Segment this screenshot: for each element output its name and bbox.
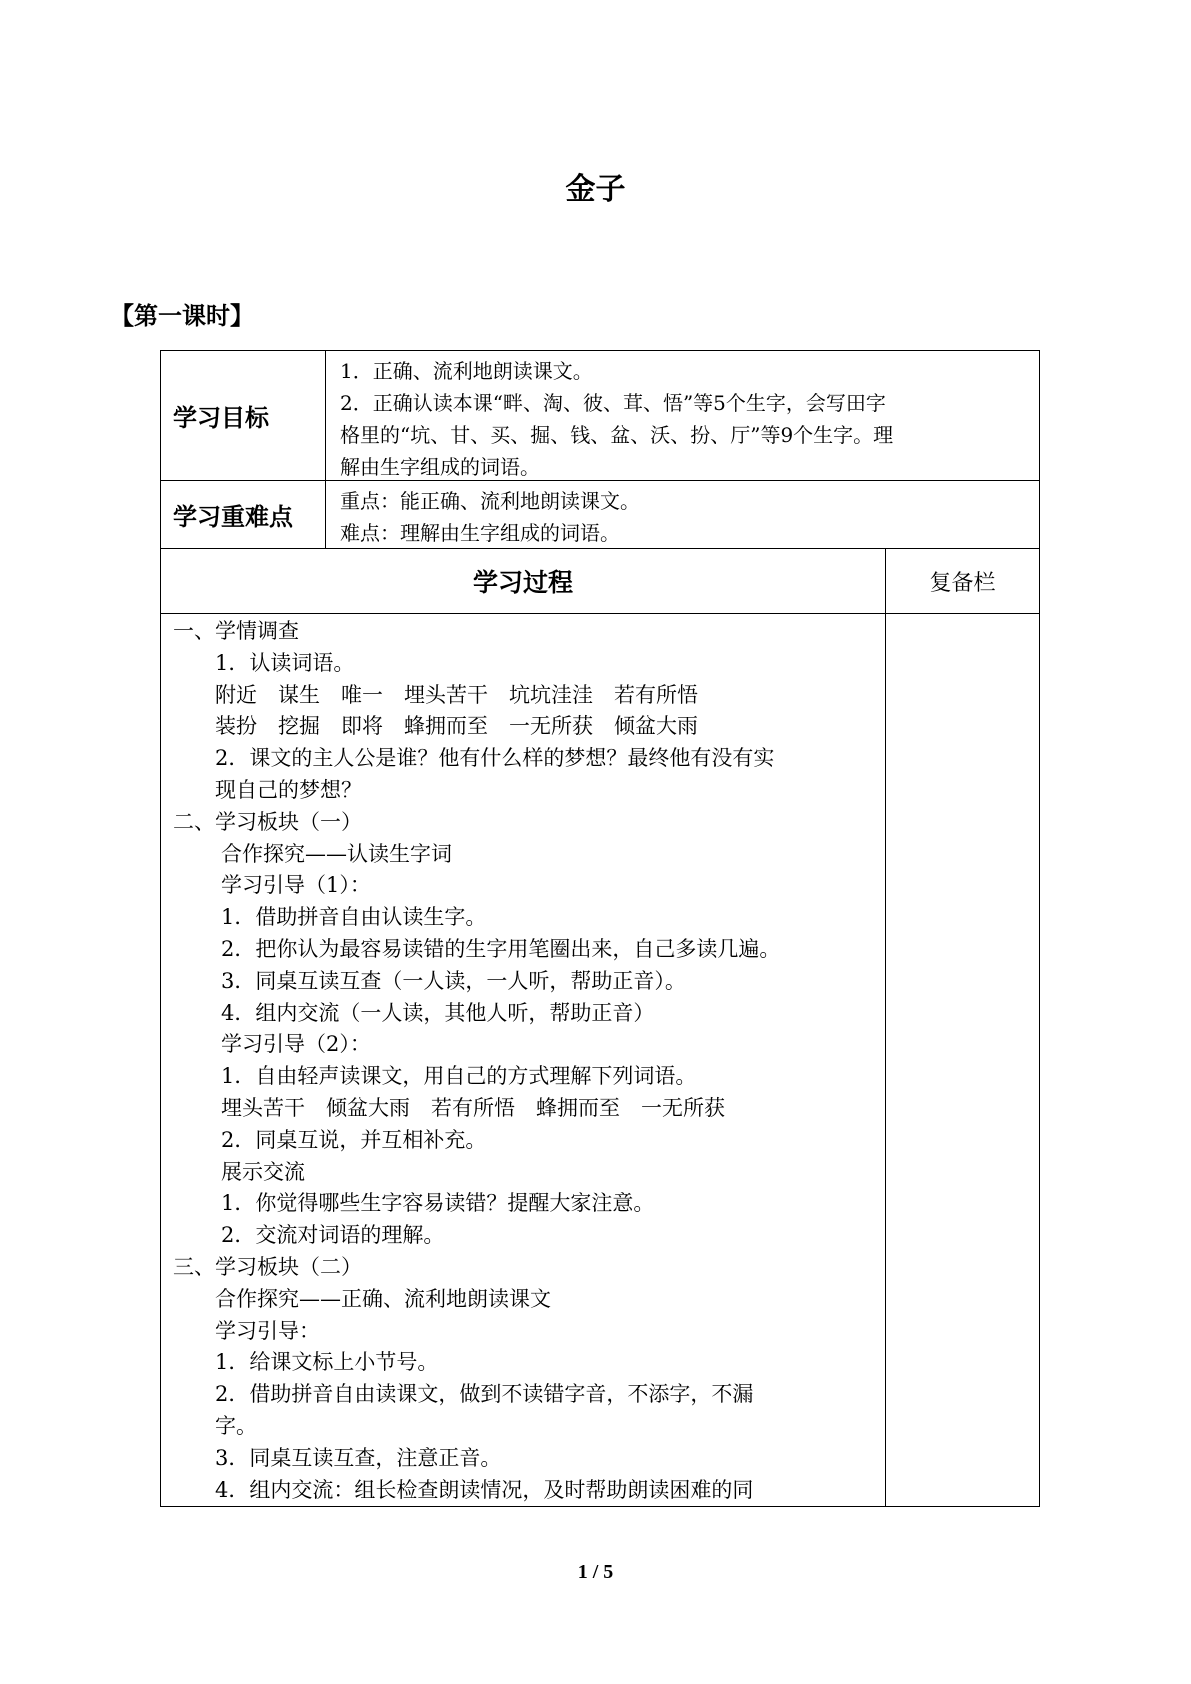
- process-line: 1．认读词语。: [215, 650, 355, 675]
- process-line: 1．自由轻声读课文，用自己的方式理解下列词语。: [221, 1064, 697, 1089]
- objective-line: 1．正确、流利地朗读课文。: [340, 359, 593, 383]
- process-line: 埋头苦干 倾盆大雨 若有所悟 蜂拥而至 一无所获: [221, 1095, 725, 1120]
- key-points-content: [326, 481, 1039, 548]
- process-line: 2．借助拼音自由读课文，做到不读错字音，不添字，不漏: [215, 1382, 754, 1407]
- process-line: 2．同桌互说，并互相补充。: [221, 1127, 487, 1152]
- process-line: 学习引导（2）：: [221, 1032, 371, 1057]
- objectives-row: [161, 351, 1039, 481]
- process-row: [161, 614, 1039, 1506]
- key-point-line: 难点：理解由生字组成的词语。: [340, 521, 620, 545]
- process-content: [161, 614, 886, 1506]
- objective-line: 解由生字组成的词语。: [340, 455, 540, 479]
- process-section-heading: 二、学习板块（一）: [173, 809, 362, 834]
- process-line: 合作探究——认读生字词: [221, 841, 452, 866]
- objectives-content: [326, 351, 1039, 480]
- process-line: 4．组内交流：组长检查朗读情况，及时帮助朗读困难的同: [215, 1477, 754, 1502]
- lesson-plan-table: [160, 350, 1040, 1507]
- process-line: 学习引导：: [215, 1318, 320, 1343]
- process-line: 3．同桌互读互查，注意正音。: [215, 1445, 502, 1470]
- prep-column-title: 复备栏: [929, 570, 996, 596]
- process-section-heading: 一、学情调查: [173, 619, 299, 643]
- key-point-line: 重点：能正确、流利地朗读课文。: [340, 489, 640, 513]
- process-line: 附近 谋生 唯一 埋头苦干 坑坑洼洼 若有所悟: [215, 682, 698, 707]
- process-line: 学习引导（1）：: [221, 873, 371, 898]
- process-header-row: [161, 549, 1039, 614]
- objectives-label: 学习目标: [161, 351, 326, 480]
- process-title: 学习过程: [161, 549, 886, 613]
- document-title: 金子: [565, 172, 626, 207]
- process-line: 字。: [215, 1413, 257, 1438]
- process-line: 2．把你认为最容易读错的生字用笔圈出来，自己多读几遍。: [221, 936, 781, 961]
- lesson-period-label: 【第一课时】: [110, 302, 254, 330]
- prep-column-blank: [886, 614, 1039, 1506]
- objective-line: 格里的“坑、甘、买、掘、钱、盆、沃、扮、厅”等9个生字。理: [340, 423, 894, 447]
- page-number: 1 / 5: [577, 1561, 614, 1583]
- process-section-heading: 三、学习板块（二）: [173, 1254, 362, 1279]
- process-line: 1．你觉得哪些生字容易读错？提醒大家注意。: [221, 1191, 655, 1216]
- process-line: 2．交流对词语的理解。: [221, 1223, 445, 1248]
- process-line: 2．课文的主人公是谁？他有什么样的梦想？最终他有没有实: [215, 746, 775, 771]
- key-points-row: [161, 481, 1039, 549]
- process-line: 现自己的梦想？: [215, 777, 362, 802]
- process-line: 合作探究——正确、流利地朗读课文: [215, 1286, 551, 1311]
- process-line: 1．给课文标上小节号。: [215, 1350, 439, 1375]
- key-points-label: 学习重难点: [161, 481, 326, 548]
- process-line: 3．同桌互读互查（一人读，一人听，帮助正音）。: [221, 968, 686, 993]
- process-line: 4．组内交流（一人读，其他人听，帮助正音）: [221, 1000, 655, 1025]
- process-line: 展示交流: [221, 1159, 305, 1184]
- objective-line: 2．正确认读本课“畔、淘、彼、茸、悟”等5个生字，会写田字: [340, 391, 886, 415]
- process-line: 1．借助拼音自由认读生字。: [221, 905, 487, 930]
- process-line: 装扮 挖掘 即将 蜂拥而至 一无所获 倾盆大雨: [215, 714, 698, 739]
